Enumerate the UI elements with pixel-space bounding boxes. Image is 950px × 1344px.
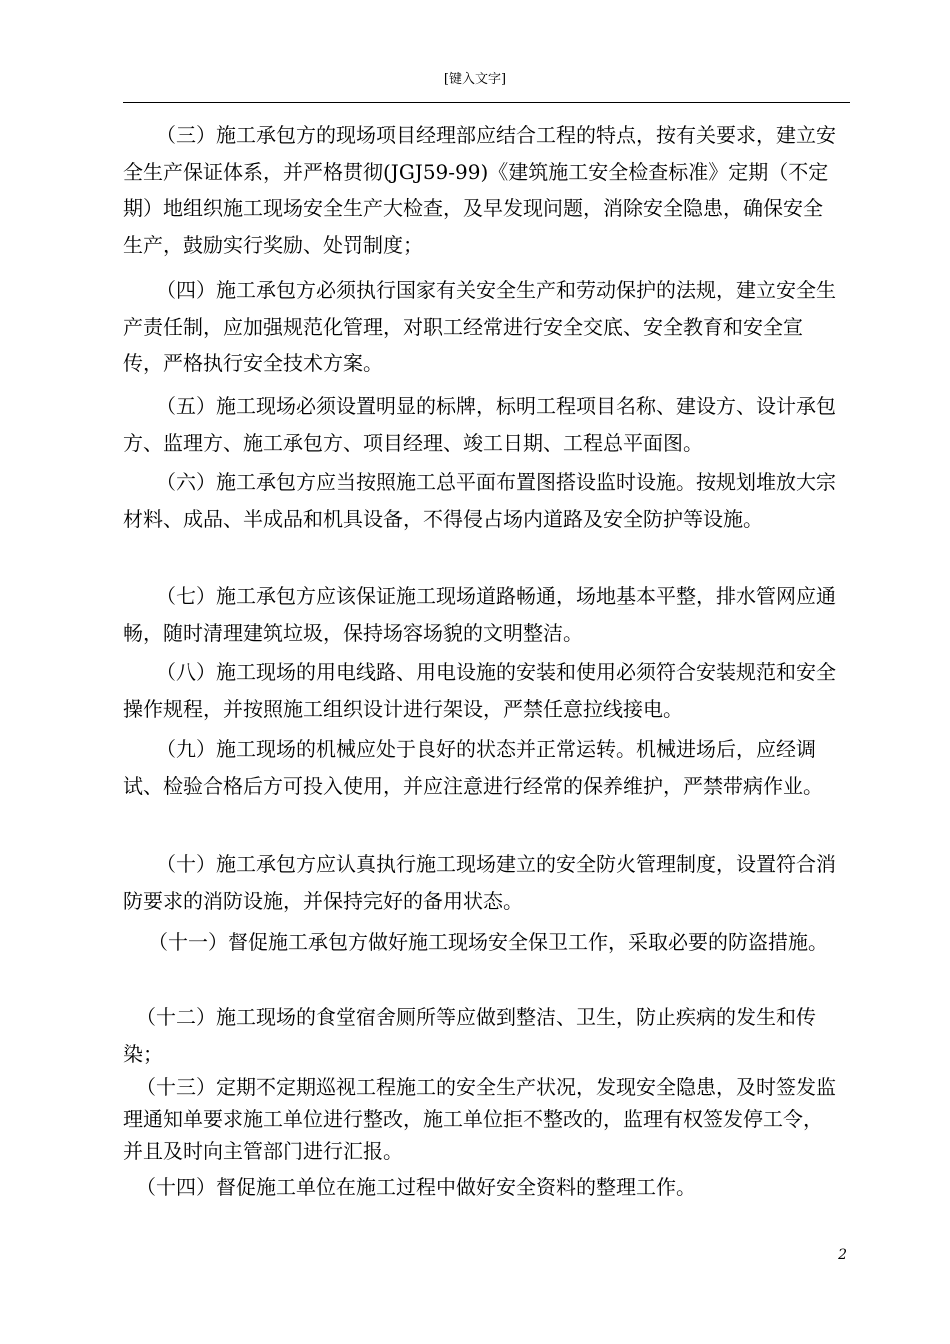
paragraph-text: （四）施工承包方必须执行国家有关安全生产和劳动保护的法规，建立安全生产责任制，应加强规范化管理，对职工经常进行安全交底、安全教育和安全宣传，严格执行安全技术方案。 bbox=[123, 278, 836, 375]
paragraph-text: （十二）施工现场的食堂宿舍厕所等应做到整洁、卫生，防止疾病的发生和传染； bbox=[123, 1005, 816, 1066]
paragraph-text: （三）施工承包方的现场项目经理部应结合工程的特点，按有关要求，建立安全生产保证体系，并严格贯彻(JGJ59-99)《建筑施工安全检查标准》定期（不定期）地组织施工现场安全生产大检查，及早发现问题，消除安全隐患，确保安全生产，鼓励实行奖励、处罚制度； bbox=[123, 123, 836, 257]
page-number: 2 bbox=[838, 1247, 847, 1263]
paragraph-5 bbox=[123, 388, 838, 461]
paragraph-3 bbox=[123, 117, 838, 263]
paragraph-7 bbox=[123, 578, 838, 651]
paragraph-text: （十四）督促施工单位在施工过程中做好安全资料的整理工作。 bbox=[136, 1175, 696, 1199]
page-header: [键入文字] bbox=[443, 72, 507, 87]
paragraph-text: （五）施工现场必须设置明显的标牌，标明工程项目名称、建设方、设计承包方、监理方、施工承包方、项目经理、竣工日期、工程总平面图。 bbox=[123, 394, 836, 455]
paragraph-6 bbox=[123, 464, 838, 537]
paragraph-11 bbox=[123, 924, 838, 961]
paragraph-8 bbox=[123, 654, 838, 727]
paragraph-text: （七）施工承包方应该保证施工现场道路畅通，场地基本平整，排水管网应通畅，随时清理建筑垃圾，保持场容场貌的文明整洁。 bbox=[123, 584, 836, 645]
paragraph-text: （十）施工承包方应认真执行施工现场建立的安全防火管理制度，设置符合消防要求的消防设施，并保持完好的备用状态。 bbox=[123, 852, 836, 913]
paragraph-text: （十三）定期不定期巡视工程施工的安全生产状况，发现安全隐患，及时签发监理通知单要求施工单位进行整改，施工单位拒不整改的，监理有权签发停工令，并且及时向主管部门进行汇报。 bbox=[123, 1075, 836, 1163]
paragraph-text: （八）施工现场的用电线路、用电设施的安装和使用必须符合安装规范和安全操作规程，并按照施工组织设计进行架设，严禁任意拉线接电。 bbox=[123, 660, 836, 721]
paragraph-4 bbox=[123, 272, 838, 382]
paragraph-14 bbox=[123, 1169, 838, 1206]
paragraph-12 bbox=[123, 999, 838, 1073]
header-divider bbox=[123, 102, 850, 103]
paragraph-text: （十一）督促施工承包方做好施工现场安全保卫工作，采取必要的防盗措施。 bbox=[148, 930, 828, 954]
paragraph-10 bbox=[123, 846, 838, 919]
paragraph-text: （六）施工承包方应当按照施工总平面布置图搭设监时设施。按规划堆放大宗材料、成品、半成品和机具设备，不得侵占场内道路及安全防护等设施。 bbox=[123, 470, 836, 531]
paragraph-9 bbox=[123, 731, 838, 804]
paragraph-text: （九）施工现场的机械应处于良好的状态并正常运转。机械进场后，应经调试、检验合格后方可投入使用，并应注意进行经常的保养维护，严禁带病作业。 bbox=[123, 737, 823, 798]
paragraph-13 bbox=[123, 1071, 838, 1167]
